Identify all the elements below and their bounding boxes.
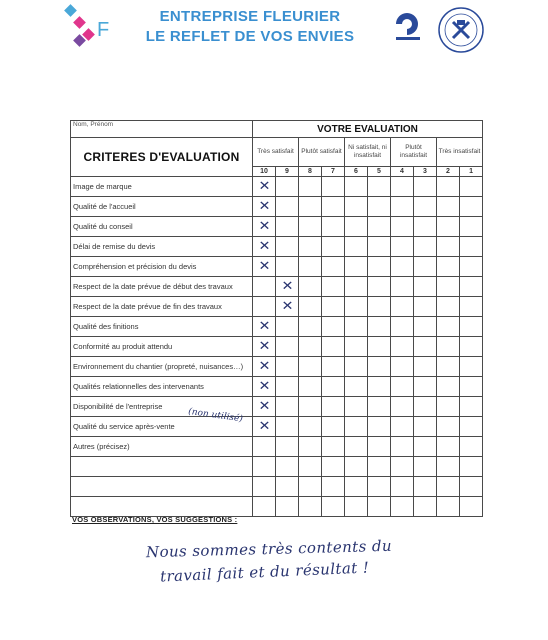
score-checkbox[interactable] <box>253 377 276 397</box>
score-checkbox[interactable] <box>437 337 460 357</box>
score-checkbox[interactable] <box>391 197 414 217</box>
score-checkbox[interactable] <box>299 237 322 257</box>
score-checkbox[interactable] <box>368 437 391 457</box>
criterion-label: Qualité de l'accueil <box>71 197 253 217</box>
score-checkbox[interactable] <box>437 457 460 477</box>
score-checkbox[interactable] <box>345 457 368 477</box>
cross-mark-icon: ✕ <box>258 179 270 194</box>
score-checkbox[interactable] <box>414 237 437 257</box>
blank-row <box>71 457 483 477</box>
score-checkbox[interactable] <box>276 177 299 197</box>
score-checkbox[interactable] <box>437 377 460 397</box>
score-checkbox[interactable] <box>460 197 483 217</box>
blank-criterion-field[interactable] <box>71 457 253 477</box>
cross-mark-icon: ✕ <box>258 219 270 234</box>
score-checkbox[interactable] <box>414 337 437 357</box>
score-header: 6 <box>345 167 368 177</box>
score-checkbox[interactable] <box>253 477 276 497</box>
score-checkbox[interactable] <box>276 497 299 517</box>
score-header: 7 <box>322 167 345 177</box>
criterion-row <box>71 297 483 317</box>
criterion-row <box>71 437 483 457</box>
score-checkbox[interactable] <box>276 257 299 277</box>
score-checkbox[interactable] <box>391 297 414 317</box>
score-checkbox[interactable] <box>368 357 391 377</box>
company-title: ENTREPRISE FLEURIER <box>159 8 341 25</box>
score-checkbox[interactable] <box>368 377 391 397</box>
score-checkbox[interactable] <box>299 297 322 317</box>
score-checkbox[interactable] <box>322 417 345 437</box>
score-checkbox[interactable] <box>391 357 414 377</box>
score-checkbox[interactable] <box>345 357 368 377</box>
level-very-satisfied: Très satisfait <box>253 138 299 167</box>
score-checkbox[interactable] <box>437 417 460 437</box>
score-checkbox[interactable] <box>460 417 483 437</box>
cross-mark-icon: ✕ <box>258 259 270 274</box>
score-checkbox[interactable] <box>299 397 322 417</box>
score-checkbox[interactable] <box>414 397 437 417</box>
score-checkbox[interactable] <box>391 177 414 197</box>
company-slogan: LE REFLET DE VOS ENVIES <box>145 28 355 45</box>
criterion-label: Conformité au produit attendu <box>71 337 253 357</box>
blank-criterion-field[interactable] <box>71 497 253 517</box>
score-checkbox[interactable] <box>276 437 299 457</box>
score-checkbox[interactable] <box>299 197 322 217</box>
criterion-label: Autres (précisez) <box>71 437 253 457</box>
score-checkbox[interactable] <box>414 277 437 297</box>
cross-mark-icon: ✕ <box>258 339 270 354</box>
criterion-row <box>71 417 483 437</box>
score-checkbox[interactable] <box>276 237 299 257</box>
score-checkbox[interactable] <box>460 277 483 297</box>
score-checkbox[interactable] <box>345 497 368 517</box>
score-checkbox[interactable] <box>276 377 299 397</box>
score-checkbox[interactable] <box>276 357 299 377</box>
cross-mark-icon: ✕ <box>258 199 270 214</box>
score-header: 3 <box>414 167 437 177</box>
score-header: 4 <box>391 167 414 177</box>
score-checkbox[interactable] <box>345 177 368 197</box>
handwritten-note: (non utilisé) <box>187 406 244 425</box>
score-checkbox[interactable] <box>437 217 460 237</box>
score-checkbox[interactable] <box>345 297 368 317</box>
criterion-row <box>71 337 483 357</box>
criterion-label: Qualité du conseil <box>71 217 253 237</box>
score-checkbox[interactable] <box>276 417 299 437</box>
score-checkbox[interactable] <box>299 217 322 237</box>
score-checkbox[interactable] <box>414 357 437 377</box>
score-checkbox[interactable] <box>414 257 437 277</box>
score-checkbox[interactable] <box>368 237 391 257</box>
score-checkbox[interactable] <box>391 497 414 517</box>
score-checkbox[interactable] <box>253 497 276 517</box>
blank-row <box>71 497 483 517</box>
score-checkbox[interactable] <box>253 177 276 197</box>
score-checkbox[interactable] <box>299 177 322 197</box>
score-checkbox[interactable] <box>253 357 276 377</box>
score-checkbox[interactable] <box>322 477 345 497</box>
observations-label: VOS OBSERVATIONS, VOS SUGGESTIONS : <box>72 515 238 524</box>
score-checkbox[interactable] <box>391 217 414 237</box>
score-checkbox[interactable] <box>368 337 391 357</box>
score-checkbox[interactable] <box>276 397 299 417</box>
score-checkbox[interactable] <box>253 237 276 257</box>
criterion-row <box>71 377 483 397</box>
score-checkbox[interactable] <box>299 277 322 297</box>
score-checkbox[interactable] <box>437 197 460 217</box>
score-checkbox[interactable] <box>276 277 299 297</box>
certification-badge-icon <box>393 10 427 44</box>
score-checkbox[interactable] <box>322 297 345 317</box>
score-checkbox[interactable] <box>437 297 460 317</box>
score-checkbox[interactable] <box>345 217 368 237</box>
criterion-label: Respect de la date prévue de fin des travaux <box>71 297 253 317</box>
score-checkbox[interactable] <box>276 477 299 497</box>
score-checkbox[interactable] <box>299 317 322 337</box>
score-checkbox[interactable] <box>368 417 391 437</box>
score-checkbox[interactable] <box>322 237 345 257</box>
criterion-label: Qualités relationnelles des intervenants <box>71 377 253 397</box>
criterion-row <box>71 237 483 257</box>
level-very-unsatisfied: Très insatisfait <box>437 138 483 167</box>
score-checkbox[interactable] <box>460 317 483 337</box>
score-checkbox[interactable] <box>299 257 322 277</box>
score-checkbox[interactable] <box>299 417 322 437</box>
score-checkbox[interactable] <box>322 197 345 217</box>
score-checkbox[interactable] <box>460 457 483 477</box>
score-checkbox[interactable] <box>414 377 437 397</box>
score-checkbox[interactable] <box>253 277 276 297</box>
score-checkbox[interactable] <box>414 317 437 337</box>
score-checkbox[interactable] <box>414 197 437 217</box>
score-header: 5 <box>368 167 391 177</box>
header <box>0 0 548 60</box>
criteria-rows <box>71 177 483 517</box>
score-checkbox[interactable] <box>368 317 391 337</box>
criterion-label: Délai de remise du devis <box>71 237 253 257</box>
score-checkbox[interactable] <box>345 237 368 257</box>
score-checkbox[interactable] <box>299 497 322 517</box>
score-checkbox[interactable] <box>345 277 368 297</box>
criterion-row <box>71 397 483 417</box>
score-checkbox[interactable] <box>391 377 414 397</box>
score-checkbox[interactable] <box>460 337 483 357</box>
score-checkbox[interactable] <box>276 217 299 237</box>
criterion-row <box>71 197 483 217</box>
cross-mark-icon: ✕ <box>258 239 270 254</box>
criterion-row <box>71 177 483 197</box>
score-checkbox[interactable] <box>414 497 437 517</box>
score-checkbox[interactable] <box>391 277 414 297</box>
cross-mark-icon: ✕ <box>258 379 270 394</box>
criterion-row <box>71 357 483 377</box>
score-checkbox[interactable] <box>345 397 368 417</box>
score-header: 8 <box>299 167 322 177</box>
score-checkbox[interactable] <box>437 177 460 197</box>
score-checkbox[interactable] <box>345 377 368 397</box>
score-checkbox[interactable] <box>299 357 322 377</box>
score-checkbox[interactable] <box>437 477 460 497</box>
score-checkbox[interactable] <box>276 197 299 217</box>
score-checkbox[interactable] <box>322 437 345 457</box>
score-checkbox[interactable] <box>253 457 276 477</box>
score-checkbox[interactable] <box>368 457 391 477</box>
score-checkbox[interactable] <box>276 297 299 317</box>
score-checkbox[interactable] <box>322 257 345 277</box>
score-checkbox[interactable] <box>276 337 299 357</box>
name-label: Nom, Prénom <box>73 121 114 128</box>
score-checkbox[interactable] <box>460 357 483 377</box>
score-checkbox[interactable] <box>253 337 276 357</box>
evaluation-title: VOTRE EVALUATION <box>253 121 483 138</box>
score-checkbox[interactable] <box>345 417 368 437</box>
score-checkbox[interactable] <box>322 397 345 417</box>
score-checkbox[interactable] <box>253 297 276 317</box>
score-checkbox[interactable] <box>437 317 460 337</box>
criteria-title: CRITERES D'EVALUATION <box>71 138 253 177</box>
observation-line-2: travail fait et du résultat ! <box>159 558 370 586</box>
score-checkbox[interactable] <box>460 397 483 417</box>
score-checkbox[interactable] <box>437 257 460 277</box>
score-checkbox[interactable] <box>276 317 299 337</box>
score-checkbox[interactable] <box>368 257 391 277</box>
evaluation-table <box>70 120 483 517</box>
score-checkbox[interactable] <box>345 197 368 217</box>
criterion-row <box>71 257 483 277</box>
criterion-label: Disponibilité de l'entreprise <box>71 397 253 417</box>
score-checkbox[interactable] <box>460 217 483 237</box>
score-checkbox[interactable] <box>368 197 391 217</box>
cross-mark-icon: ✕ <box>258 419 270 434</box>
criterion-row <box>71 317 483 337</box>
score-checkbox[interactable] <box>345 257 368 277</box>
score-header: 9 <box>276 167 299 177</box>
score-checkbox[interactable] <box>368 497 391 517</box>
criterion-label: Compréhension et précision du devis <box>71 257 253 277</box>
criterion-label: Respect de la date prévue de début des travaux <box>71 277 253 297</box>
cross-mark-icon: ✕ <box>258 319 270 334</box>
score-checkbox[interactable] <box>460 177 483 197</box>
score-checkbox[interactable] <box>322 277 345 297</box>
level-neutral: Ni satisfait, ni insatisfait <box>345 138 391 167</box>
score-checkbox[interactable] <box>322 177 345 197</box>
level-rather-unsatisfied: Plutôt insatisfait <box>391 138 437 167</box>
score-checkbox[interactable] <box>253 417 276 437</box>
cross-mark-icon: ✕ <box>281 279 293 294</box>
score-checkbox[interactable] <box>322 217 345 237</box>
score-checkbox[interactable] <box>460 497 483 517</box>
score-checkbox[interactable] <box>253 437 276 457</box>
score-checkbox[interactable] <box>322 497 345 517</box>
score-checkbox[interactable] <box>253 257 276 277</box>
score-checkbox[interactable] <box>322 377 345 397</box>
score-checkbox[interactable] <box>391 397 414 417</box>
score-checkbox[interactable] <box>391 457 414 477</box>
score-checkbox[interactable] <box>322 457 345 477</box>
criterion-label: Image de marque <box>71 177 253 197</box>
score-checkbox[interactable] <box>437 277 460 297</box>
score-checkbox[interactable] <box>345 337 368 357</box>
score-checkbox[interactable] <box>368 177 391 197</box>
score-checkbox[interactable] <box>460 477 483 497</box>
artisan-seal-icon <box>437 6 485 54</box>
score-checkbox[interactable] <box>299 457 322 477</box>
score-checkbox[interactable] <box>391 477 414 497</box>
score-checkbox[interactable] <box>437 357 460 377</box>
score-checkbox[interactable] <box>437 237 460 257</box>
cross-mark-icon: ✕ <box>258 399 270 414</box>
score-checkbox[interactable] <box>253 197 276 217</box>
score-checkbox[interactable] <box>437 497 460 517</box>
score-checkbox[interactable] <box>460 237 483 257</box>
criterion-label: Environnement du chantier (propreté, nuisances…) <box>71 357 253 377</box>
score-header: 10 <box>253 167 276 177</box>
score-header: 1 <box>460 167 483 177</box>
score-checkbox[interactable] <box>322 317 345 337</box>
score-checkbox[interactable] <box>322 357 345 377</box>
name-field[interactable] <box>71 121 253 138</box>
criterion-row <box>71 277 483 297</box>
level-rather-satisfied: Plutôt satisfait <box>299 138 345 167</box>
blank-row <box>71 477 483 497</box>
score-checkbox[interactable] <box>253 217 276 237</box>
score-checkbox[interactable] <box>368 277 391 297</box>
score-checkbox[interactable] <box>391 337 414 357</box>
score-checkbox[interactable] <box>391 437 414 457</box>
score-checkbox[interactable] <box>437 437 460 457</box>
score-checkbox[interactable] <box>299 437 322 457</box>
score-checkbox[interactable] <box>345 317 368 337</box>
cross-mark-icon: ✕ <box>281 299 293 314</box>
score-checkbox[interactable] <box>391 237 414 257</box>
score-checkbox[interactable] <box>322 337 345 357</box>
score-checkbox[interactable] <box>460 437 483 457</box>
score-checkbox[interactable] <box>437 397 460 417</box>
score-checkbox[interactable] <box>253 317 276 337</box>
score-checkbox[interactable] <box>276 457 299 477</box>
logo-letter: F <box>97 19 110 41</box>
observation-line-1: Nous sommes très contents du <box>145 536 393 562</box>
criterion-label: Qualité des finitions <box>71 317 253 337</box>
score-checkbox[interactable] <box>460 377 483 397</box>
score-checkbox[interactable] <box>460 257 483 277</box>
criterion-label: Qualité du service après-vente <box>71 417 253 437</box>
score-checkbox[interactable] <box>391 317 414 337</box>
score-checkbox[interactable] <box>299 477 322 497</box>
score-checkbox[interactable] <box>368 297 391 317</box>
blank-criterion-field[interactable] <box>71 477 253 497</box>
score-checkbox[interactable] <box>368 477 391 497</box>
criterion-row <box>71 217 483 237</box>
score-checkbox[interactable] <box>414 457 437 477</box>
score-checkbox[interactable] <box>460 297 483 317</box>
score-header: 2 <box>437 167 460 177</box>
score-checkbox[interactable] <box>414 217 437 237</box>
score-checkbox[interactable] <box>299 377 322 397</box>
score-checkbox[interactable] <box>414 417 437 437</box>
score-checkbox[interactable] <box>299 337 322 357</box>
score-checkbox[interactable] <box>391 417 414 437</box>
score-checkbox[interactable] <box>368 397 391 417</box>
score-checkbox[interactable] <box>368 217 391 237</box>
company-logo <box>62 4 112 54</box>
score-checkbox[interactable] <box>414 437 437 457</box>
score-checkbox[interactable] <box>345 437 368 457</box>
score-checkbox[interactable] <box>345 477 368 497</box>
score-checkbox[interactable] <box>414 297 437 317</box>
cross-mark-icon: ✕ <box>258 359 270 374</box>
score-checkbox[interactable] <box>253 397 276 417</box>
score-checkbox[interactable] <box>414 177 437 197</box>
score-checkbox[interactable] <box>414 477 437 497</box>
score-checkbox[interactable] <box>391 257 414 277</box>
